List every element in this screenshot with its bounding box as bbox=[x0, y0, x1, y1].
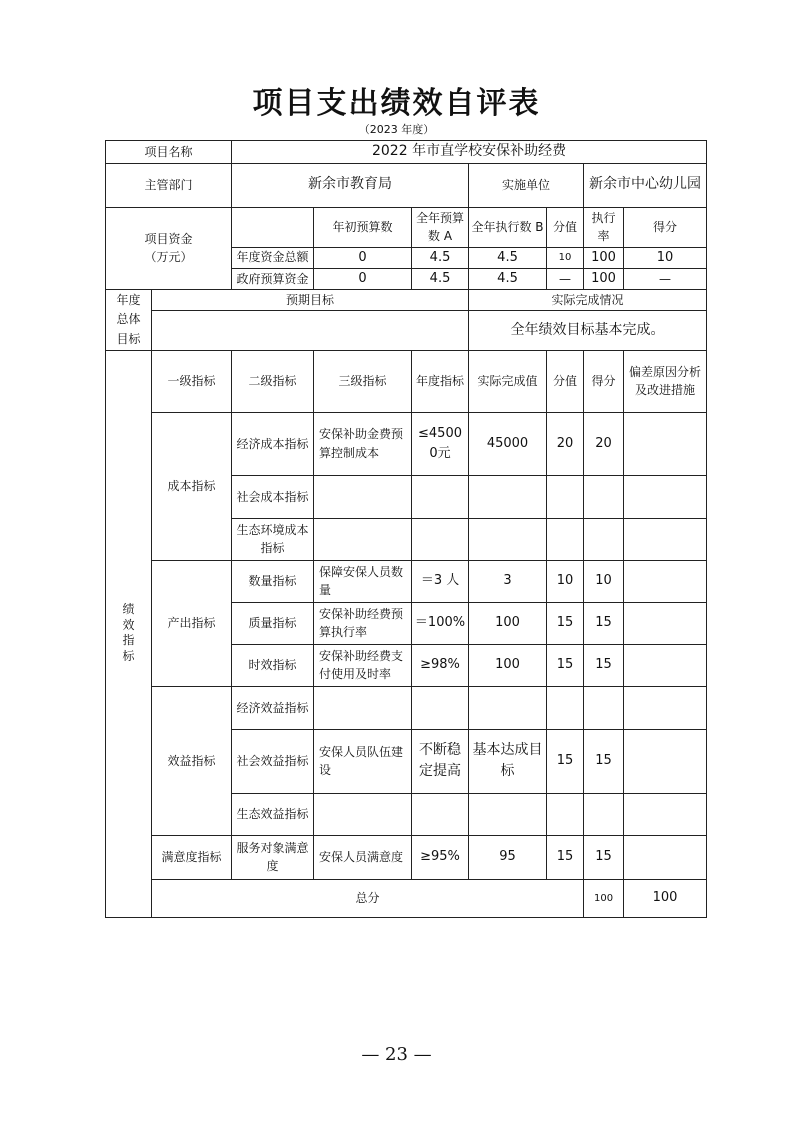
funds-row-label: 政府预算资金 bbox=[232, 268, 314, 289]
level2-cell: 社会效益指标 bbox=[232, 729, 314, 793]
level3-cell: 安保补助经费支付使用及时率 bbox=[314, 644, 412, 686]
actual-cell: 95 bbox=[469, 835, 547, 879]
level2-cell: 时效指标 bbox=[232, 644, 314, 686]
annual-cell: ≥98% bbox=[412, 644, 469, 686]
annual-cell bbox=[412, 793, 469, 835]
score-cell: 10 bbox=[584, 560, 624, 602]
header-actual: 实际完成值 bbox=[469, 350, 547, 412]
deviation-cell bbox=[624, 793, 707, 835]
project-name-label: 项目名称 bbox=[106, 141, 232, 164]
funds-label-cell bbox=[106, 207, 232, 289]
expected-goal-label: 预期目标 bbox=[152, 289, 469, 310]
score-cell bbox=[584, 686, 624, 729]
actual-cell bbox=[469, 518, 547, 560]
deviation-cell bbox=[624, 412, 707, 475]
score-cell: 15 bbox=[584, 602, 624, 644]
col-score: 得分 bbox=[624, 207, 707, 247]
score-value-cell: 15 bbox=[547, 729, 584, 793]
impl-value: 新余市中心幼儿园 bbox=[584, 163, 707, 207]
deviation-cell bbox=[624, 602, 707, 644]
funds-blank-header bbox=[232, 207, 314, 247]
score-value-cell bbox=[547, 518, 584, 560]
deviation-cell bbox=[624, 686, 707, 729]
annual-cell bbox=[412, 475, 469, 518]
actual-cell bbox=[469, 686, 547, 729]
annual-cell: ≤45000元 bbox=[412, 412, 469, 475]
col-full-year: 全年预算数 A bbox=[412, 207, 469, 247]
funds-exec-rate: 100 bbox=[584, 268, 624, 289]
actual-goal-value: 全年绩效目标基本完成。 bbox=[469, 310, 707, 350]
score-cell bbox=[584, 518, 624, 560]
total-score: 100 bbox=[624, 879, 707, 917]
funds-initial: 0 bbox=[314, 268, 412, 289]
page-title: 项目支出绩效自评表 bbox=[252, 86, 541, 121]
score-cell: 15 bbox=[584, 644, 624, 686]
level2-cell: 生态环境成本指标 bbox=[232, 518, 314, 560]
funds-label: 项目资金 bbox=[144, 231, 193, 246]
year-subtitle: （2023 年度） bbox=[358, 123, 435, 136]
level2-cell: 社会成本指标 bbox=[232, 475, 314, 518]
funds-score: — bbox=[624, 268, 707, 289]
header-annual: 年度指标 bbox=[412, 350, 469, 412]
funds-unit: （万元） bbox=[144, 250, 193, 265]
level2-cell: 生态效益指标 bbox=[232, 793, 314, 835]
header-score: 得分 bbox=[584, 350, 624, 412]
col-score-value: 分值 bbox=[547, 207, 584, 247]
level3-cell: 安保补助金费预算控制成本 bbox=[314, 412, 412, 475]
funds-exec: 4.5 bbox=[469, 247, 547, 268]
header-score-value: 分值 bbox=[547, 350, 584, 412]
funds-score: 10 bbox=[624, 247, 707, 268]
goals-label: 年度总体目标 bbox=[106, 289, 152, 350]
actual-cell: 100 bbox=[469, 602, 547, 644]
level2-cell: 数量指标 bbox=[232, 560, 314, 602]
total-score-value: 100 bbox=[584, 879, 624, 917]
funds-score-value: — bbox=[547, 268, 584, 289]
score-value-cell: 10 bbox=[547, 560, 584, 602]
level2-cell: 经济效益指标 bbox=[232, 686, 314, 729]
level1-cell: 效益指标 bbox=[152, 686, 232, 835]
project-name-value: 2022 年市直学校安保补助经费 bbox=[232, 141, 707, 164]
deviation-cell bbox=[624, 518, 707, 560]
indicators-section-label: 绩效指标 bbox=[106, 350, 152, 917]
actual-cell bbox=[469, 793, 547, 835]
annual-cell bbox=[412, 686, 469, 729]
score-value-cell bbox=[547, 475, 584, 518]
deviation-cell bbox=[624, 475, 707, 518]
score-value-cell: 20 bbox=[547, 412, 584, 475]
annual-cell bbox=[412, 518, 469, 560]
level3-cell: 安保补助经费预算执行率 bbox=[314, 602, 412, 644]
annual-cell: 不断稳定提高 bbox=[412, 729, 469, 793]
level1-cell: 产出指标 bbox=[152, 560, 232, 686]
header-deviation: 偏差原因分析及改进措施 bbox=[624, 350, 707, 412]
level3-cell: 安保人员满意度 bbox=[314, 835, 412, 879]
header-level1: 一级指标 bbox=[152, 350, 232, 412]
dept-label: 主管部门 bbox=[106, 163, 232, 207]
col-exec: 全年执行数 B bbox=[469, 207, 547, 247]
impl-label: 实施单位 bbox=[469, 163, 584, 207]
actual-cell: 3 bbox=[469, 560, 547, 602]
score-cell: 15 bbox=[584, 835, 624, 879]
annual-cell: ＝100% bbox=[412, 602, 469, 644]
deviation-cell bbox=[624, 560, 707, 602]
level3-cell: 保障安保人员数量 bbox=[314, 560, 412, 602]
page-number: — 23 — bbox=[361, 1044, 432, 1065]
level2-cell: 服务对象满意度 bbox=[232, 835, 314, 879]
level1-cell: 满意度指标 bbox=[152, 835, 232, 879]
funds-exec: 4.5 bbox=[469, 268, 547, 289]
funds-exec-rate: 100 bbox=[584, 247, 624, 268]
col-exec-rate: 执行率 bbox=[584, 207, 624, 247]
dept-value: 新余市教育局 bbox=[232, 163, 469, 207]
score-value-cell: 15 bbox=[547, 644, 584, 686]
actual-cell: 100 bbox=[469, 644, 547, 686]
expected-goal-value bbox=[152, 310, 469, 350]
score-cell: 15 bbox=[584, 729, 624, 793]
score-value-cell bbox=[547, 793, 584, 835]
annual-cell: ＝3 人 bbox=[412, 560, 469, 602]
level3-cell: 安保人员队伍建设 bbox=[314, 729, 412, 793]
header-level3: 三级指标 bbox=[314, 350, 412, 412]
performance-table bbox=[105, 140, 707, 918]
level2-cell: 质量指标 bbox=[232, 602, 314, 644]
score-value-cell: 15 bbox=[547, 602, 584, 644]
annual-cell: ≥95% bbox=[412, 835, 469, 879]
level1-cell: 成本指标 bbox=[152, 412, 232, 560]
col-initial: 年初预算数 bbox=[314, 207, 412, 247]
level2-cell: 经济成本指标 bbox=[232, 412, 314, 475]
level3-cell bbox=[314, 475, 412, 518]
level3-cell bbox=[314, 686, 412, 729]
score-cell: 20 bbox=[584, 412, 624, 475]
level3-cell bbox=[314, 793, 412, 835]
level3-cell bbox=[314, 518, 412, 560]
deviation-cell bbox=[624, 835, 707, 879]
score-cell bbox=[584, 793, 624, 835]
actual-goal-label: 实际完成情况 bbox=[469, 289, 707, 310]
funds-initial: 0 bbox=[314, 247, 412, 268]
funds-row-label: 年度资金总额 bbox=[232, 247, 314, 268]
funds-full-year: 4.5 bbox=[412, 247, 469, 268]
funds-full-year: 4.5 bbox=[412, 268, 469, 289]
score-value-cell: 15 bbox=[547, 835, 584, 879]
actual-cell bbox=[469, 475, 547, 518]
total-label: 总分 bbox=[152, 879, 584, 917]
actual-cell: 45000 bbox=[469, 412, 547, 475]
score-cell bbox=[584, 475, 624, 518]
deviation-cell bbox=[624, 644, 707, 686]
actual-cell: 基本达成目标 bbox=[469, 729, 547, 793]
funds-score-value: 10 bbox=[547, 247, 584, 268]
deviation-cell bbox=[624, 729, 707, 793]
header-level2: 二级指标 bbox=[232, 350, 314, 412]
score-value-cell bbox=[547, 686, 584, 729]
